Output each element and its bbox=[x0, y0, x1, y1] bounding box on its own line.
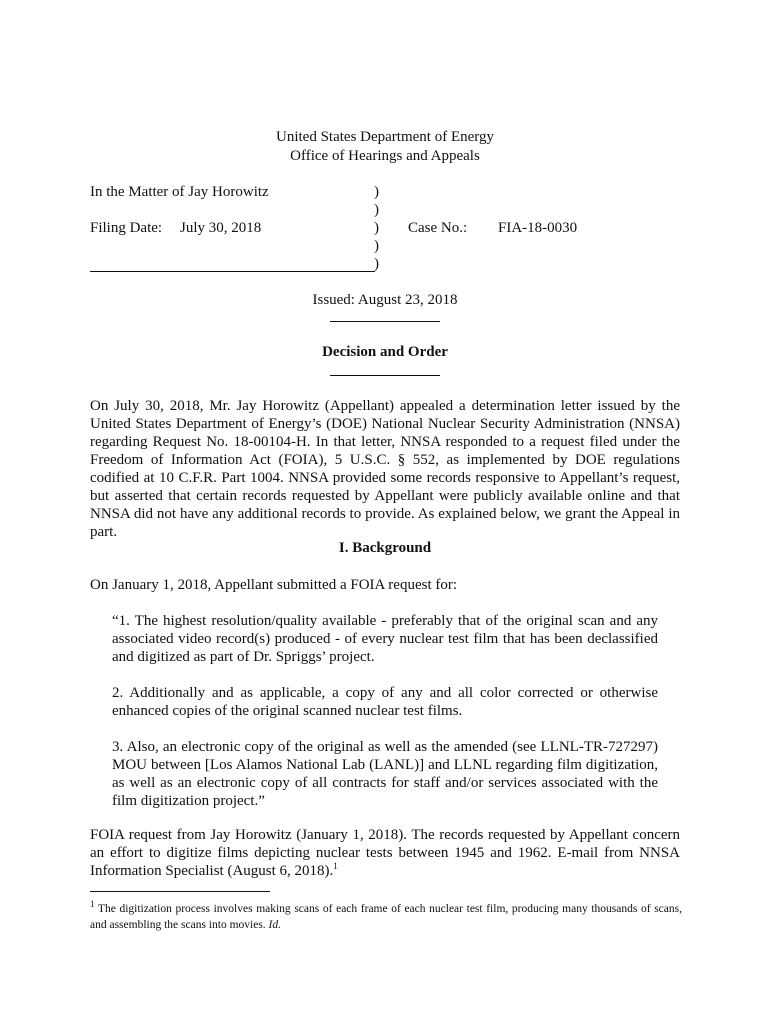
agency-name: United States Department of Energy bbox=[276, 129, 494, 145]
quote-item-2: 2. Additionally and as applicable, a copy of any and all color corrected or otherwise enhanced copies of the original scanned nuclear test films. bbox=[112, 685, 658, 719]
footnote-separator bbox=[90, 891, 270, 892]
caption-paren: ) bbox=[374, 256, 379, 272]
closing-paragraph bbox=[90, 826, 680, 880]
caption-paren: ) bbox=[374, 238, 379, 254]
footnote bbox=[90, 901, 682, 933]
divider bbox=[330, 321, 440, 322]
case-number-label: Case No.: bbox=[408, 220, 468, 236]
divider bbox=[330, 375, 440, 376]
filing-date-value: July 30, 2018 bbox=[180, 220, 262, 236]
issued-date: Issued: August 23, 2018 bbox=[312, 292, 458, 308]
background-lead: On January 1, 2018, Appellant submitted a FOIA request for: bbox=[90, 577, 458, 593]
intro-paragraph: On July 30, 2018, Mr. Jay Horowitz (Appellant) appealed a determination letter issued by the United States Department of Energy’s (DOE) National Nuclear Security Administration (NNSA) regarding Request No. 18-00104-H. In that letter, NNSA responded to a request filed under the Freedom of Information Act (FOIA), 5 U.S.C. § 552, as implemented by DOE regulations codified at 10 C.F.R. Part 1004. NNSA provided some records responsive to Appellant’s request, but asserted that certain records requested by Appellant were publicly available online and that NNSA did not have any additional records to provide. As explained below, we grant the Appeal in part. bbox=[90, 398, 680, 540]
document-title: Decision and Order bbox=[322, 344, 448, 360]
footnote-text: The digitization process involves making scans of each frame of each nuclear test film, producing many thousands of scans, and assembling the scans into movies. bbox=[90, 903, 682, 931]
office-name: Office of Hearings and Appeals bbox=[290, 148, 480, 164]
footnote-number: 1 bbox=[90, 899, 95, 910]
section-heading-background: I. Background bbox=[338, 540, 432, 556]
caption-paren: ) bbox=[374, 184, 379, 200]
quote-item-3: 3. Also, an electronic copy of the original as well as the amended (see LLNL-TR-727297) MOU between [Los Alamos National Lab (LANL)] and LLNL regarding film digitization, as well as an electronic copy of all contracts for staff and/or services associated with the film digitization project.” bbox=[112, 739, 658, 809]
footnote-reference: 1 bbox=[333, 861, 338, 871]
matter-title: In the Matter of Jay Horowitz bbox=[90, 184, 269, 200]
caption-underline bbox=[90, 271, 375, 272]
quote-item-1: “1. The highest resolution/quality available - preferably that of the original scan and any associated video record(s) produced - of every nuclear test film that has been declassified and digitized as part of Dr. Spriggs’ project. bbox=[112, 613, 658, 665]
footnote-cite: Id. bbox=[268, 919, 282, 931]
caption-paren: ) bbox=[374, 220, 379, 236]
closing-text: FOIA request from Jay Horowitz (January 1, 2018). The records requested by Appellant concern an effort to digitize films depicting nuclear tests between 1945 and 1962. E-mail from NNSA Information Specialist (August 6, 2018). bbox=[90, 827, 680, 879]
case-number-value: FIA-18-0030 bbox=[498, 220, 578, 236]
filing-date-label: Filing Date: bbox=[90, 220, 163, 236]
caption-paren: ) bbox=[374, 202, 379, 218]
